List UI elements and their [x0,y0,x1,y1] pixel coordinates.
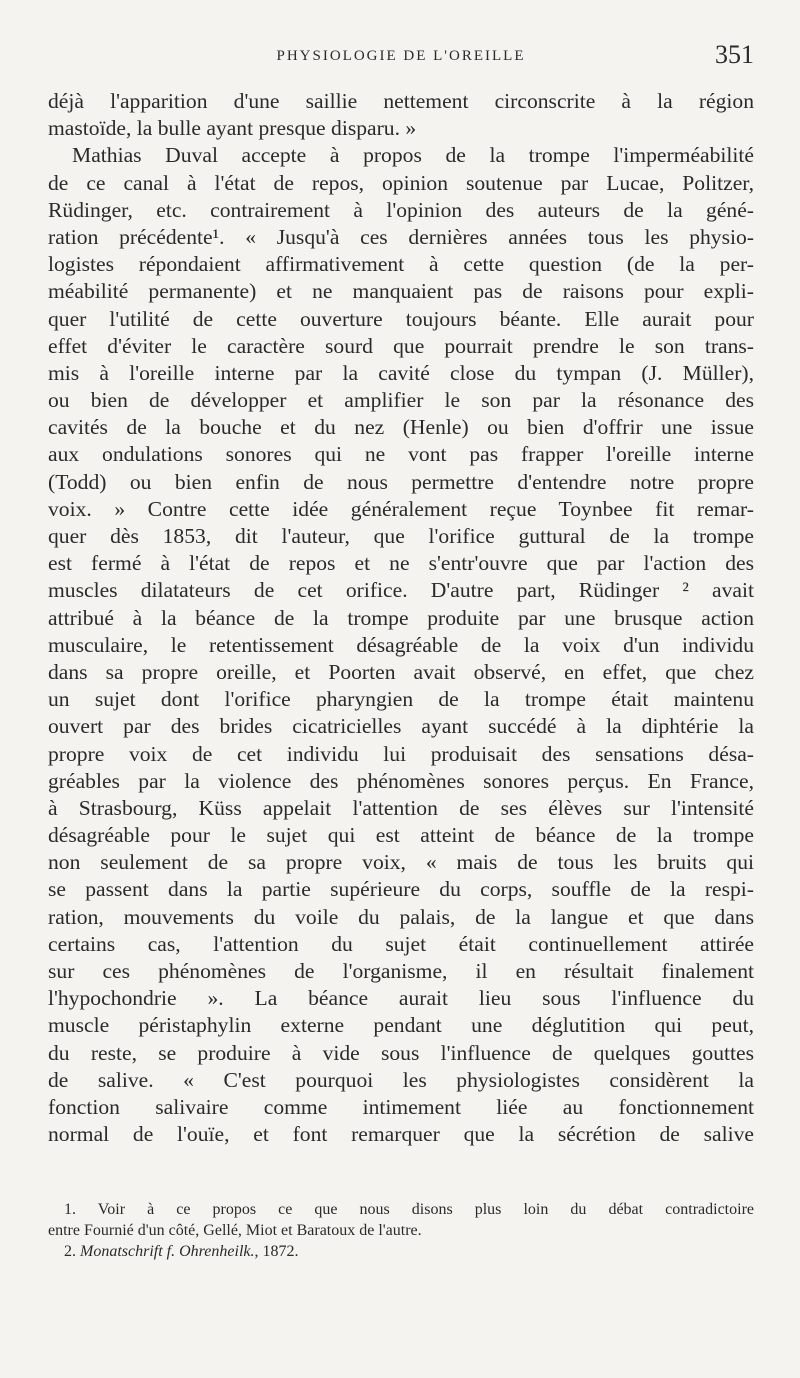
text-line: de ce canal à l'état de repos, opinion soutenue par Lucae, Politzer, [48,170,754,195]
body-text [48,88,754,1148]
text-line: l'hypochondrie ». La béance aurait lieu sous l'influence du [48,986,754,1011]
footnote-2 [48,1241,754,1262]
text-line: voix. » Contre cette idée généralement reçue Toynbee fit remar- [48,496,754,521]
footnote-1-line-1: 1. Voir à ce propos ce que nous disons plus loin du débat contradictoire [64,1201,754,1218]
text-line: attribué à la béance de la trompe produite par une brusque action [48,605,754,630]
text-line: du reste, se produire à vide sous l'influence de quelques gouttes [48,1040,754,1065]
text-line: sur ces phénomènes de l'organisme, il en résultait finalement [48,959,754,983]
text-line: propre voix de cet individu lui produisait des sensations désa- [48,741,754,766]
text-line: mastoïde, la bulle ayant presque disparu. » [48,116,417,141]
text-line: (Todd) ou bien enfin de nous permettre d'entendre notre propre [48,469,754,494]
footnote-2-journal-title: Monatschrift f. Ohrenheilk. [80,1243,255,1260]
text-line: Mathias Duval accepte à propos de la trompe l'imperméabilité [72,143,754,168]
text-line: gréables par la violence des phénomènes sonores perçus. En France, [48,768,754,793]
text-line: ration précédente¹. « Jusqu'à ces dernières années tous les physio- [48,224,754,249]
text-line: à Strasbourg, Küss appelait l'attention de ses élèves sur l'intensité [48,795,754,820]
text-line: aux ondulations sonores qui ne vont pas frapper l'oreille interne [48,442,754,467]
footnote-1-line-2: entre Fournié d'un côté, Gellé, Miot et Baratoux de l'autre. [48,1222,422,1239]
text-line: normal de l'ouïe, et font remarquer que la sécrétion de salive [48,1122,754,1147]
text-line: logistes répondaient affirmativement à cette question (de la per- [48,252,754,277]
text-line: mis à l'oreille interne par la cavité close du tympan (J. Müller), [48,360,754,385]
footnote-2-number: 2. [64,1243,76,1260]
text-line: méabilité permanente) et ne manquaient pas de raisons pour expli- [48,279,754,304]
text-line: ouvert par des brides cicatricielles ayant succédé à la diphtérie la [48,714,754,739]
text-line: non seulement de sa propre voix, « mais de tous les bruits qui [48,850,754,875]
text-line: un sujet dont l'orifice pharyngien de la trompe était maintenu [48,687,754,712]
text-line: dans sa propre oreille, et Poorten avait observé, en effet, que chez [48,659,754,684]
text-line: déjà l'apparition d'une saillie nettement circonscrite à la région [48,89,754,113]
text-line: quer l'utilité de cette ouverture toujours béante. Elle aurait pour [48,306,754,331]
text-line: fonction salivaire comme intimement liée au fonctionnement [48,1094,754,1119]
text-line: désagréable pour le sujet qui est atteint de béance de la trompe [48,823,754,848]
text-line: effet d'éviter le caractère sourd que pourrait prendre le son trans- [48,333,754,358]
text-line: muscle péristaphylin externe pendant une déglutition qui peut, [48,1013,754,1038]
text-line: ou bien de développer et amplifier le son par la résonance des [48,388,754,413]
text-line: ration, mouvements du voile du palais, de la langue et que dans [48,904,754,929]
running-title: PHYSIOLOGIE DE L'OREILLE [276,48,526,64]
text-line: cavités de la bouche et du nez (Henle) ou bien d'offrir une issue [48,415,754,440]
page-number: 351 [715,40,754,69]
footnotes [48,1199,754,1262]
text-line: certains cas, l'attention du sujet était continuellement attirée [48,931,754,956]
text-line: muscles dilatateurs de cet orifice. D'autre part, Rüdinger ² avait [48,578,754,603]
text-line: quer dès 1853, dit l'auteur, que l'orifice guttural de la trompe [48,524,754,548]
text-line: de salive. « C'est pourquoi les physiologistes considèrent la [48,1067,754,1092]
text-line: musculaire, le retentissement désagréable de la voix d'un individu [48,632,754,657]
footnote-2-year: , 1872. [254,1243,299,1260]
text-line: Rüdinger, etc. contrairement à l'opinion des auteurs de la géné- [48,197,754,222]
text-line: est fermé à l'état de repos et ne s'entr'ouvre que par l'action des [48,551,754,576]
text-line: se passent dans la partie supérieure du corps, souffle de la respi- [48,877,754,902]
page-header [48,38,754,72]
